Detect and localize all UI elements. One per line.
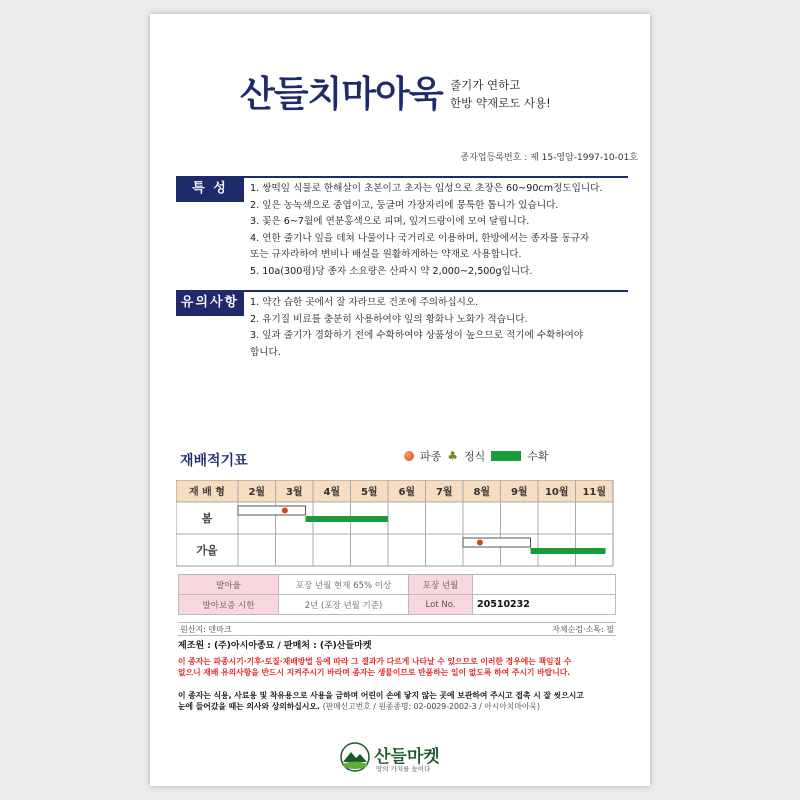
cautions-label: 유의사항: [176, 290, 244, 316]
month-label: 2월: [248, 487, 266, 498]
seedling-icon: ♣: [447, 449, 459, 463]
features-line: 4. 연한 줄기나 잎을 데쳐 나물이나 국거리로 이용하며, 한방에서는 종자를 동규자: [250, 232, 590, 244]
features-text: [250, 181, 628, 280]
cautions-line: 2. 유기질 비료를 충분히 사용하여야 잎의 황화나 노화가 적습니다.: [250, 313, 528, 325]
pack-date-value: [473, 575, 616, 595]
features-line: 또는 규자라하여 변비나 배설을 원활하게하는 약재로 사용합니다.: [250, 249, 522, 260]
harvest-swatch: [491, 451, 521, 461]
guarantee-label: 발아보증 시한: [179, 595, 279, 615]
warning-line: 이 종자는 파종시기·기후·토질·재배방법 등에 따라 그 결과가 다르게 나타날 수 있으므로 이러한 경우에는 책임질 수: [178, 657, 572, 666]
tagline-line1: 줄기가 연하고: [450, 78, 521, 92]
brand-name: 산들마켓: [374, 747, 440, 767]
warning-line: 없으니 재배 유의사항을 반드시 지켜주시기 바라며 종자는 생물이므로 반품하는 일이 없도록 하여 주시기 바랍니다.: [178, 668, 571, 677]
origin-row: [178, 622, 616, 636]
month-label: 10월: [544, 487, 569, 498]
manufacturer: 제조원 : (주)아시아종묘 / 판매처 : (주)산들마켓: [178, 641, 372, 651]
legend-plant-label: 정식: [464, 450, 486, 463]
cautions-text: [250, 295, 628, 361]
features-section: [176, 176, 628, 288]
month-label: 8월: [473, 487, 491, 498]
mountain-logo-icon: [340, 742, 370, 772]
legend-harvest-label: 수확: [527, 450, 549, 463]
treatment: 자체순검·소독: 필: [552, 625, 614, 634]
month-label: 9월: [510, 487, 528, 498]
harvest-period-bar: [531, 548, 606, 554]
cautions-line: 합니다.: [250, 346, 281, 358]
cultivation-calendar: [176, 480, 616, 568]
lot-label: Lot No.: [409, 595, 473, 615]
legend-sow-label: 파종: [420, 450, 442, 463]
month-label: 4월: [323, 487, 341, 498]
harvest-period-bar: [306, 516, 389, 522]
calendar-grid: [176, 480, 616, 568]
cautions-section: [176, 290, 628, 380]
features-line: 2. 잎은 농녹색으로 중엽이고, 둥글며 가장자리에 뭉툭한 톱니가 있습니다.: [250, 199, 559, 211]
cautions-line: 3. 잎과 줄기가 경화하기 전에 수확하여야 상품성이 높으므로 적기에 수확하여야: [250, 330, 584, 341]
info-table: [178, 574, 616, 615]
seed-packet: [150, 14, 650, 786]
note-line-text: 눈에 들어갔을 때는 의사와 상의하십시오.: [178, 702, 320, 711]
row-label: 봄: [201, 512, 213, 525]
header: [240, 72, 580, 122]
origin: 원산지: 덴마크: [180, 625, 232, 634]
brand-slogan: 땅의 가치를 높이다: [376, 765, 431, 773]
calendar-title: 재배적기표: [180, 453, 248, 469]
lot-value: 20510232: [473, 595, 616, 615]
note-line: 이 종자는 식용, 사료용 및 착유용으로 사용을 금하며 어린이 손에 닿지 않는 곳에 보관하여 주시고 접촉 시 잘 씻으시고: [178, 691, 584, 700]
sowing-period-bar: [238, 506, 306, 515]
brand-logo: [340, 742, 470, 778]
cautions-line: 1. 약간 습한 곳에서 잘 자라므로 건조에 주의하십시오.: [250, 297, 479, 308]
registration-number: 종자업등록번호 : 제 15-영암-1997-10-01호: [460, 153, 638, 163]
row-label: 가을: [196, 544, 218, 557]
warning-text: [178, 656, 628, 678]
sow-icon: [404, 451, 414, 461]
germination-value: 포장 년월 현재 65% 이상: [279, 575, 409, 595]
month-label: 5월: [360, 487, 378, 498]
month-label: 11월: [582, 487, 607, 498]
sowing-marker: [282, 508, 288, 514]
guarantee-value: 2년 (포장 년월 기준): [279, 595, 409, 615]
calendar-legend: [404, 448, 549, 464]
safety-note: [178, 690, 628, 712]
features-line: 1. 쌍떡잎 식물로 한해살이 초본이고 초자는 입성으로 초장은 60~90cm정도입니다.: [250, 183, 603, 194]
germination-label: 발아율: [179, 575, 279, 595]
note-tail: (판매신고번호 / 원종종명: 02-0029-2002-3 / 아시아치마아욱): [322, 702, 540, 711]
pack-date-label: 포장 년월: [409, 575, 473, 595]
calendar-header-label: 재 배 형: [189, 487, 225, 498]
features-line: 5. 10a(300평)당 종자 소요량은 산파시 약 2,000~2,500g입니다.: [250, 265, 533, 277]
product-title: 산들치마아욱: [240, 74, 443, 115]
month-label: 3월: [285, 487, 303, 498]
features-label: 특 성: [176, 176, 244, 202]
note-line: [178, 701, 628, 712]
month-label: 6월: [398, 487, 416, 498]
features-line: 3. 꽃은 6~7월에 연분홍색으로 피며, 잎겨드랑이에 모여 달립니다.: [250, 216, 530, 227]
month-label: 7월: [435, 487, 453, 498]
sowing-marker: [477, 540, 483, 546]
tagline-line2: 한방 약재로도 사용!: [450, 96, 551, 110]
tagline: [450, 76, 551, 112]
sowing-period-bar: [463, 538, 531, 547]
